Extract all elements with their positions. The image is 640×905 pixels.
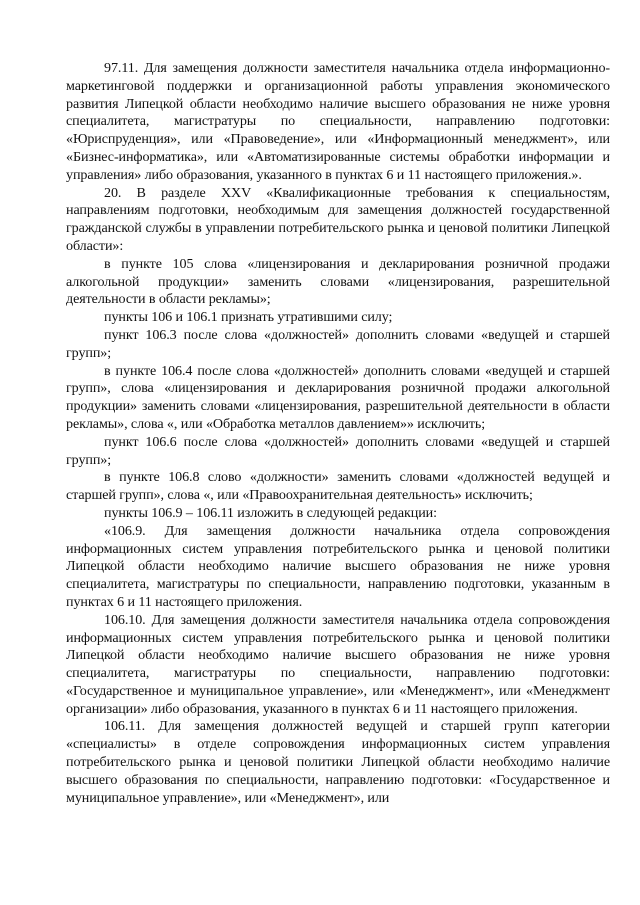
document-page (66, 60, 610, 807)
paragraph-97-11: 97.11. Для замещения должности заместителя начальника отдела информационно-маркетинговой поддержки и организационной работы управления экономического развития Липецкой области необходимо наличие высшего образования не ниже уровня специалитета, магистратуры по специальности, направлению подготовки: «Юриспруденция», или «Правоведение», или «Информационный менеджмент», или «Бизнес-информатика», или «Автоматизированные системы обработки информации и управления» либо образования, указанного в пунктах 6 и 11 настоящего приложения.». (66, 60, 610, 183)
paragraph-item-106-6: пункт 106.6 после слова «должностей» дополнить словами «ведущей и старшей групп»; (66, 433, 610, 468)
paragraph-106-9: «106.9. Для замещения должности начальника отдела сопровождения информационных систем управления потребительского рынка и ценовой политики Липецкой области необходимо наличие высшего образования не ниже уровня специалитета, магистратуры по специальности, направлению подготовки, указанным в пунктах 6 и 11 настоящего приложения. (66, 522, 610, 610)
paragraph-106-10: 106.10. Для замещения должности заместителя начальника отдела сопровождения информационных систем управления потребительского рынка и ценовой политики Липецкой области необходимо наличие высшего образования не ниже уровня специалитета, магистратуры по специальности, направлению подготовки: «Государственное и муниципальное управление», или «Менеджмент», или «Менеджмент организации» либо образования, указанного в пунктах 6 и 11 настоящего приложения. (66, 611, 610, 717)
paragraph-item-106-4: в пункте 106.4 после слова «должностей» дополнить словами «ведущей и старшей групп», слова «лицензирования и декларирования розничной продажи алкогольной продукции» заменить словами «лицензирования, разрешительной деятельности в области рекламы», слова «, или «Обработка металлов давлением»» исключить; (66, 362, 610, 432)
paragraph-section-20: 20. В разделе XXV «Квалификационные требования к специальностям, направлениям подготовки, необходимым для замещения должностей государственной гражданской службы в управлении потребительского рынка и ценовой политики Липецкой области»: (66, 184, 610, 254)
paragraph-items-106-106-1: пункты 106 и 106.1 признать утратившими силу; (104, 309, 393, 326)
paragraph-items-106-9-106-11: пункты 106.9 – 106.11 изложить в следующей редакции: (104, 504, 437, 521)
paragraph-item-106-3: пункт 106.3 после слова «должностей» дополнить словами «ведущей и старшей групп»; (66, 326, 610, 361)
paragraph-106-11: 106.11. Для замещения должностей ведущей и старшей групп категории «специалисты» в отделе сопровождения информационных систем управления потребительского рынка и ценовой политики Липецкой области необходимо наличие высшего образования по специальности, направлению подготовки: «Государственное и муниципальное управление», или «Менеджмент», или (66, 718, 610, 806)
paragraph-item-105: в пункте 105 слова «лицензирования и декларирования розничной продажи алкогольной продукции» заменить словами «лицензирования, разрешительной деятельности в области рекламы»; (66, 255, 610, 308)
paragraph-item-106-8: в пункте 106.8 слово «должности» заменить словами «должностей ведущей и старшей групп», слова «, или «Правоохранительная деятельность» исключить; (66, 469, 610, 504)
